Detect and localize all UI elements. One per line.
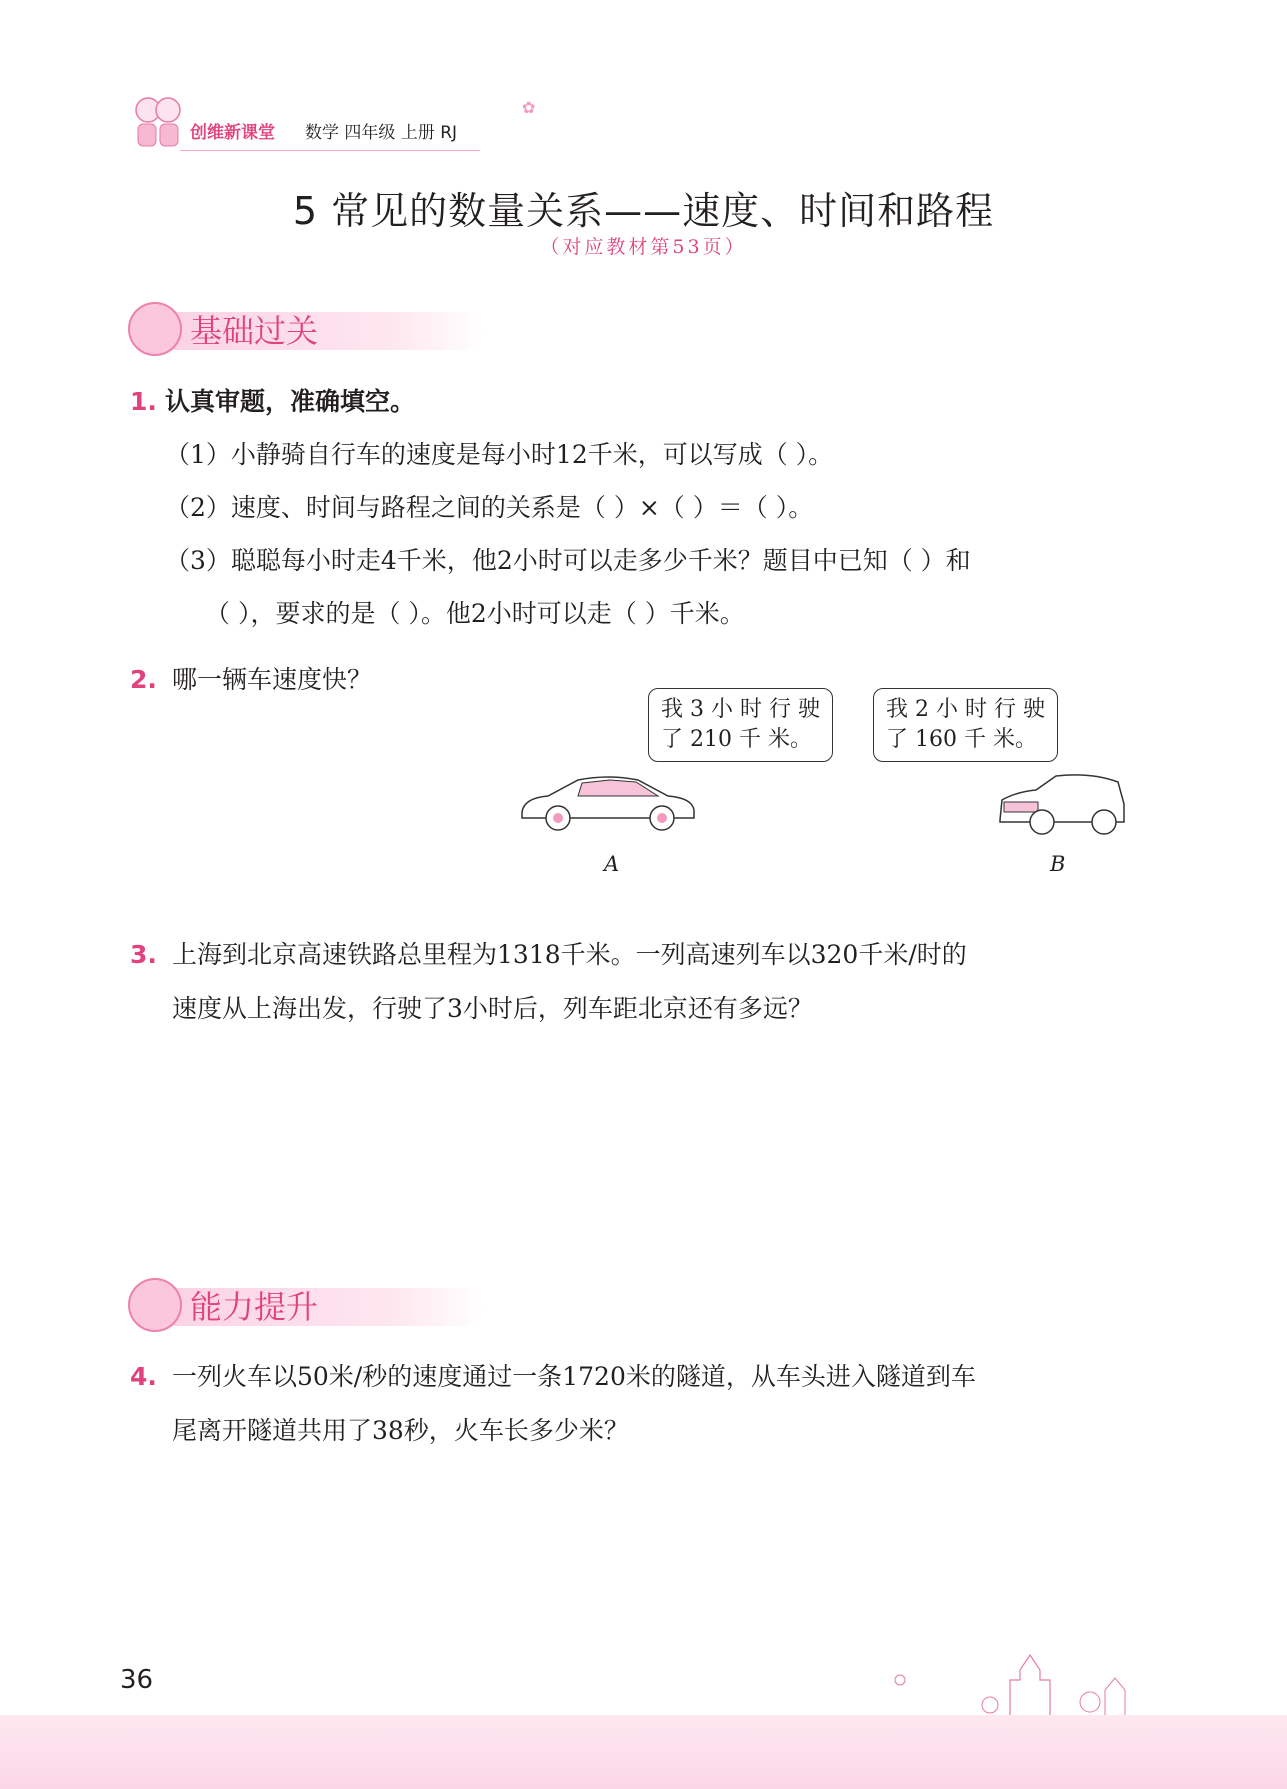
question-line: 尾离开隧道共用了38秒，火车长多少米？ <box>172 1416 629 1445</box>
page-number: 36 <box>120 1665 154 1695</box>
bubble-line: 了 160 千 米。 <box>886 727 1037 752</box>
castle-icon <box>890 1650 1170 1720</box>
question-number: 2. <box>130 665 157 694</box>
bubble-line: 了 210 千 米。 <box>661 727 812 752</box>
footer-band <box>0 1715 1287 1789</box>
section-title: 基础过关 <box>190 312 319 350</box>
speech-bubble-b <box>873 688 1058 762</box>
question-part: （ ），要求的是（ ）。他2小时可以走（ ）千米。 <box>205 599 745 628</box>
page-subtitle: （对应教材第53页） <box>540 236 747 258</box>
question-line: 上海到北京高速铁路总里程为1318千米。一列高速列车以320千米/时的 <box>172 940 967 969</box>
header-divider <box>180 150 480 151</box>
question-part: （2）速度、时间与路程之间的关系是（ ）×（ ）＝（ ）。 <box>165 493 814 522</box>
question-number: 4. <box>130 1362 157 1391</box>
question-line: 速度从上海出发，行驶了3小时后，列车距北京还有多远？ <box>172 994 813 1023</box>
section-title: 能力提升 <box>190 1288 319 1326</box>
bubble-line: 我 2 小 时 行 驶 <box>886 697 1045 722</box>
header-brand: 创维新课堂 <box>190 123 275 143</box>
question-stem: 哪一辆车速度快？ <box>172 665 373 694</box>
car-a-icon <box>518 770 698 832</box>
car-b-icon <box>996 770 1128 838</box>
header-flower-icon: ✿ <box>522 98 536 117</box>
bubble-line: 我 3 小 时 行 驶 <box>661 697 820 722</box>
section-banner-basic <box>128 302 488 350</box>
section-banner-advanced <box>128 1278 488 1326</box>
mascot-icon <box>128 302 182 356</box>
car-label-a: A <box>604 852 620 876</box>
mascot-icon <box>128 1278 182 1332</box>
header-mascot-icon <box>130 92 186 150</box>
question-part: （1）小静骑自行车的速度是每小时12千米，可以写成（ ）。 <box>165 440 834 469</box>
question-number: 1. <box>130 387 157 416</box>
speech-bubble-a <box>648 688 833 762</box>
page-title: 5 常见的数量关系——速度、时间和路程 <box>292 189 995 233</box>
question-line: 一列火车以50米/秒的速度通过一条1720米的隧道，从车头进入隧道到车 <box>172 1362 976 1391</box>
header-subject: 数学 四年级 上册 RJ <box>305 123 458 143</box>
question-number: 3. <box>130 940 157 969</box>
question-part: （3）聪聪每小时走4千米，他2小时可以走多少千米？题目中已知（ ）和 <box>165 546 971 575</box>
car-label-b: B <box>1050 852 1066 876</box>
question-stem: 认真审题，准确填空。 <box>165 387 416 416</box>
